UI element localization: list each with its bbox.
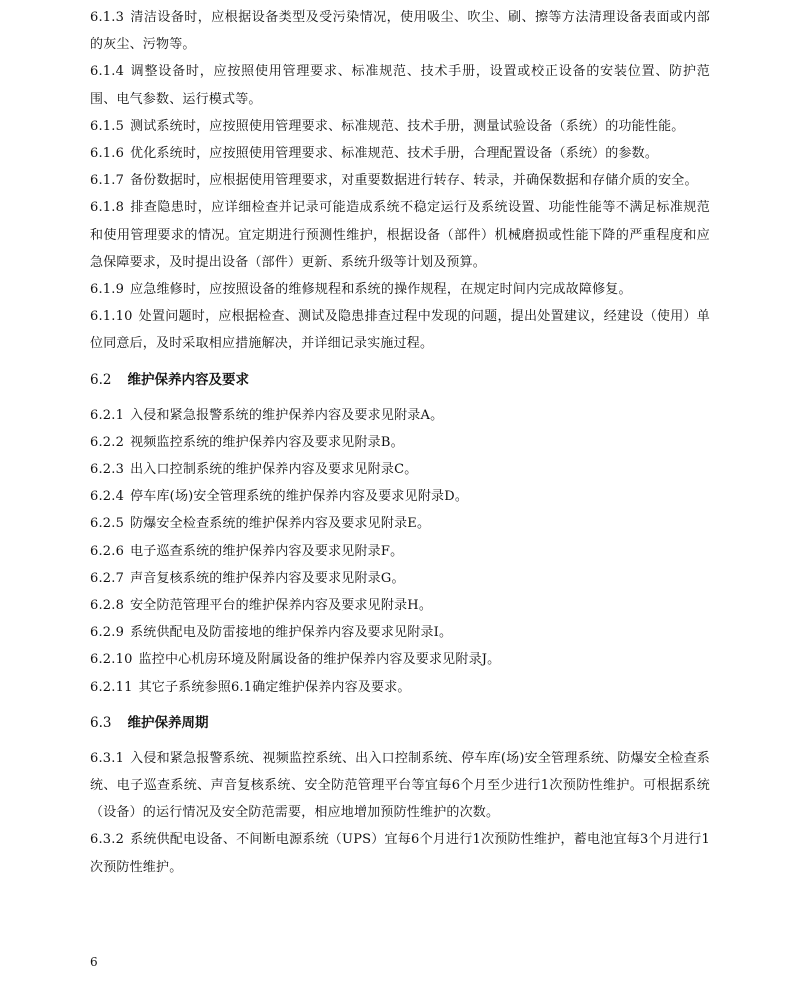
clause-6-1-8: 6.1.8 排查隐患时，应详细检查并记录可能造成系统不稳定运行及系统设置、功能性能等不满足标准规范和使用管理要求的情况。宜定期进行预测性维护，根据设备（部件）机械磨损或性能下降的严重程度和应急保障要求，及时提出设备（部件）更新、系统升级等计划及预算。 <box>90 200 710 270</box>
clause-6-3-2: 6.3.2 系统供配电设备、不间断电源系统（UPS）宜每6个月进行1次预防性维护，蓄电池宜每3个月进行1次预防性维护。 <box>90 832 710 875</box>
section-6-2 <box>90 402 710 701</box>
clause-6-2-6: 6.2.6 电子巡查系统的维护保养内容及要求见附录F。 <box>90 543 404 559</box>
section-heading-6-3: 6.3 维护保养周期 <box>90 714 209 731</box>
clause-6-1-9: 6.1.9 应急维修时，应按照设备的维修规程和系统的操作规程，在规定时间内完成故障修复。 <box>90 282 632 298</box>
document-body <box>90 4 710 881</box>
clause-6-1-4: 6.1.4 调整设备时，应按照使用管理要求、标准规范、技术手册，设置或校正设备的安装位置、防护范围、电气参数、运行模式等。 <box>90 64 710 107</box>
clause-6-1-5: 6.1.5 测试系统时，应按照使用管理要求、标准规范、技术手册，测量试验设备（系统）的功能性能。 <box>90 118 685 134</box>
clause-6-2-10: 6.2.10 监控中心机房环境及附属设备的维护保养内容及要求见附录J。 <box>90 652 501 668</box>
clause-6-2-4: 6.2.4 停车库(场)安全管理系统的维护保养内容及要求见附录D。 <box>90 489 469 505</box>
section-6-3 <box>90 745 710 881</box>
page-number: 6 <box>90 955 98 969</box>
clause-6-2-11: 6.2.11 其它子系统参照6.1确定维护保养内容及要求。 <box>90 679 411 695</box>
clause-6-1-7: 6.1.7 备份数据时，应根据使用管理要求，对重要数据进行转存、转录，并确保数据和存储介质的安全。 <box>90 173 698 189</box>
clause-6-2-9: 6.2.9 系统供配电及防雷接地的维护保养内容及要求见附录I。 <box>90 625 453 641</box>
section-6-1 <box>90 4 710 358</box>
clause-6-1-3: 6.1.3 清洁设备时，应根据设备类型及受污染情况，使用吸尘、吹尘、刷、擦等方法清理设备表面或内部的灰尘、污物等。 <box>90 10 710 53</box>
clause-6-2-8: 6.2.8 安全防范管理平台的维护保养内容及要求见附录H。 <box>90 598 433 614</box>
clause-6-2-5: 6.2.5 防爆安全检查系统的维护保养内容及要求见附录E。 <box>90 516 431 532</box>
clause-6-3-1: 6.3.1 入侵和紧急报警系统、视频监控系统、出入口控制系统、停车库(场)安全管理系统、防爆安全检查系统、电子巡查系统、声音复核系统、安全防范管理平台等宜每6个月至少进行1次预防性维护。可根据系统（设备）的运行情况及安全防范需要，相应地增加预防性维护的次数。 <box>90 750 710 821</box>
clause-6-1-6: 6.1.6 优化系统时，应按照使用管理要求、标准规范、技术手册，合理配置设备（系统）的参数。 <box>90 146 659 162</box>
clause-6-2-7: 6.2.7 声音复核系统的维护保养内容及要求见附录G。 <box>90 570 405 586</box>
clause-6-2-1: 6.2.1 入侵和紧急报警系统的维护保养内容及要求见附录A。 <box>90 407 444 423</box>
clause-6-2-3: 6.2.3 出入口控制系统的维护保养内容及要求见附录C。 <box>90 462 418 478</box>
clause-6-2-2: 6.2.2 视频监控系统的维护保养内容及要求见附录B。 <box>90 434 404 450</box>
clause-6-1-10: 6.1.10 处置问题时，应根据检查、测试及隐患排查过程中发现的问题，提出处置建议，经建设（使用）单位同意后，及时采取相应措施解决，并详细记录实施过程。 <box>90 309 710 352</box>
section-heading-6-2: 6.2 维护保养内容及要求 <box>90 371 249 388</box>
